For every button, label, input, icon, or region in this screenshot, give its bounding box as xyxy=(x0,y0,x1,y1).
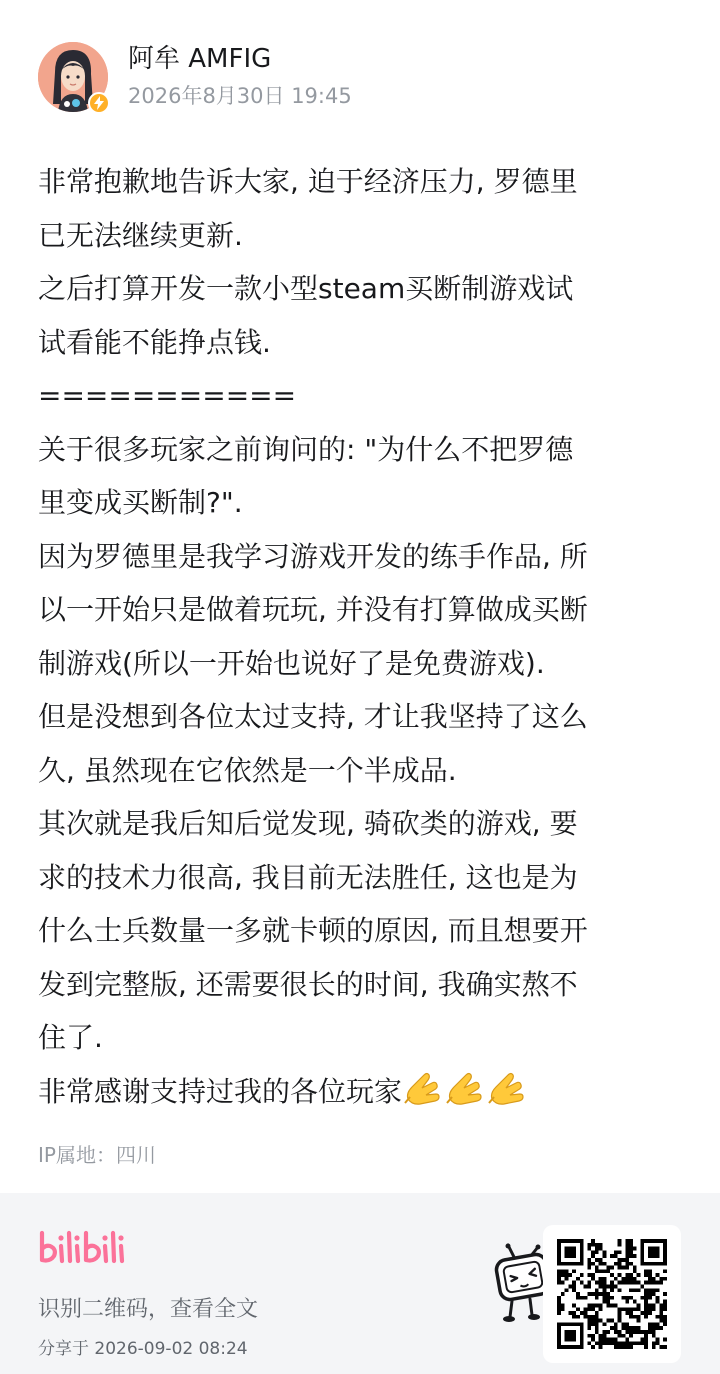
post-header xyxy=(38,38,682,118)
post-timestamp: 2026年8月30日 19:45 xyxy=(128,84,352,108)
share-timestamp: 分享于 2026-09-02 08:24 xyxy=(38,1339,248,1359)
post-line: 非常抱歉地告诉大家, 迫于经济压力, 罗德里 xyxy=(38,165,578,198)
post-line: 住了. xyxy=(38,1021,103,1054)
post-line: 其次就是我后知后觉发现, 骑砍类的游戏, 要 xyxy=(38,807,578,840)
author-avatar-container[interactable] xyxy=(38,42,108,112)
post-line: 已无法继续更新. xyxy=(38,218,243,252)
post-line: 求的技术力很高, 我目前无法胜任, 这也是为 xyxy=(38,860,578,894)
author-name[interactable]: 阿牟 AMFIG xyxy=(128,44,272,74)
post-line: 之后打算开发一款小型steam买断制游戏试 xyxy=(38,272,574,305)
post-line: 制游戏(所以一开始也说好了是免费游戏). xyxy=(38,646,545,680)
qr-code-card[interactable] xyxy=(543,1225,681,1363)
share-footer xyxy=(0,1193,720,1374)
post-line: 里变成买断制?". xyxy=(38,486,243,519)
post-line: 试看能不能挣点钱. xyxy=(38,325,271,359)
verified-badge xyxy=(88,92,110,114)
post-line: =========== xyxy=(38,379,297,412)
post-line: 发到完整版, 还需要很长的时间, 我确实熬不 xyxy=(38,967,578,1001)
post-line: 什么士兵数量一多就卡顿的原因, 而且想要开 xyxy=(38,914,588,947)
lightning-bolt-icon xyxy=(93,96,105,110)
praying-hands-emoji-group xyxy=(402,1069,528,1125)
qr-code[interactable] xyxy=(557,1239,667,1349)
bilibili-logo xyxy=(38,1229,130,1267)
post-line-last xyxy=(38,1065,682,1119)
post-content xyxy=(38,155,682,1118)
praying-hands-icon xyxy=(402,1069,528,1107)
ip-location: IP属地：四川 xyxy=(38,1143,156,1167)
post-line: 因为罗德里是我学习游戏开发的练手作品, 所 xyxy=(38,539,588,573)
post-line: 但是没想到各位太过支持, 才让我坚持了这么 xyxy=(38,700,588,733)
post-line: 久, 虽然现在它依然是一个半成品. xyxy=(38,753,457,787)
scan-qr-text: 识别二维码，查看全文 xyxy=(38,1297,259,1322)
post-line-text: 非常感谢支持过我的各位玩家 xyxy=(38,1074,403,1108)
post-line: 关于很多玩家之前询问的: "为什么不把罗德 xyxy=(38,432,574,466)
post-line: 以一开始只是做着玩玩, 并没有打算做成买断 xyxy=(38,593,588,626)
